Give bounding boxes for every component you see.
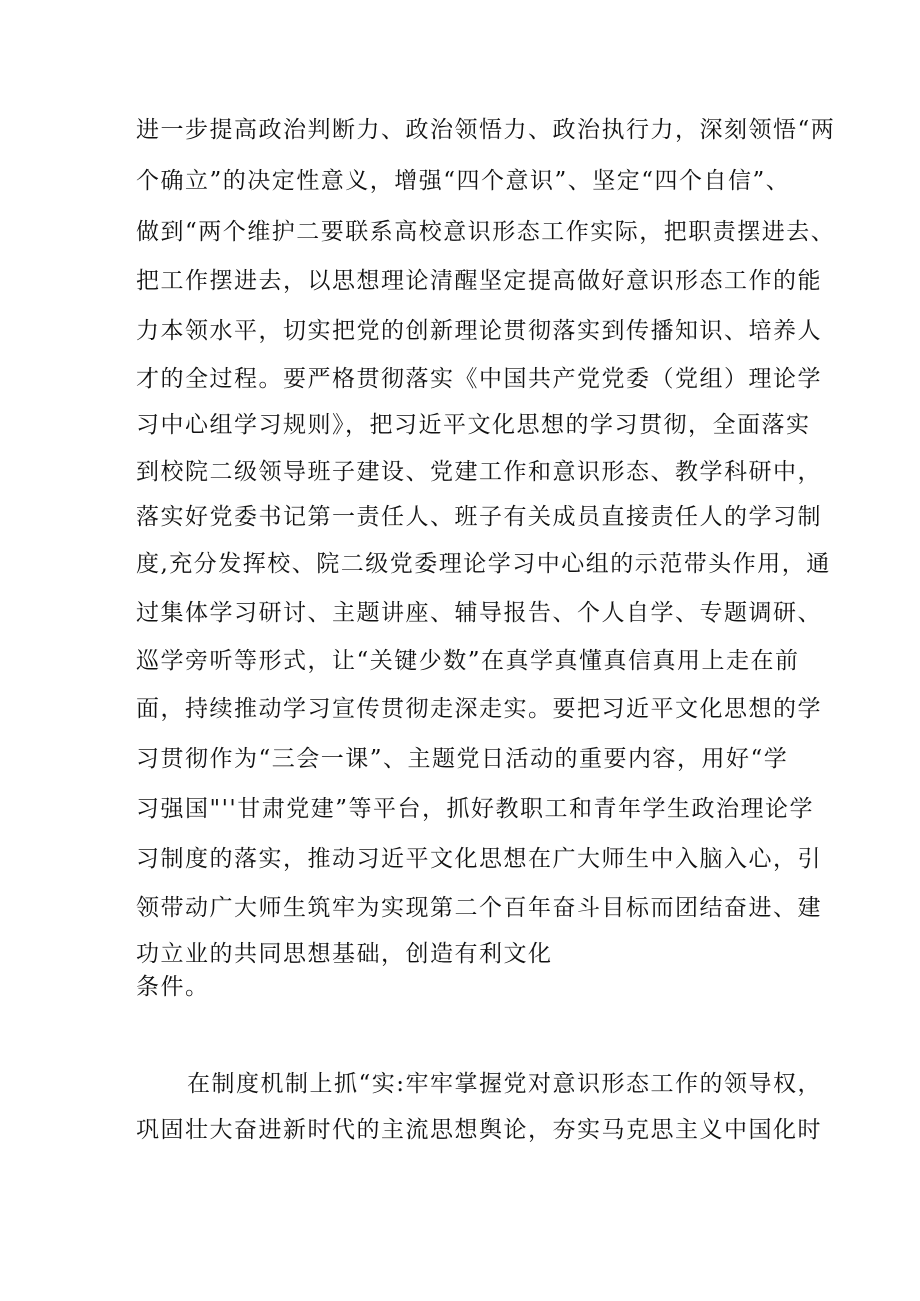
text-line: 习强国"''甘肃党建”等平台，抓好教职工和青年学生政治理论学: [136, 796, 814, 822]
text-line: 功立业的共同思想基础，创造有利文化: [136, 941, 553, 967]
text-line: 做到“两个维护二要联系高校意识形态工作实际，把职责摆进去、: [136, 219, 836, 245]
text-line: 习中心组学习规则》，把习近平文化思想的学习贯彻，全面落实: [136, 412, 811, 438]
text-line: 领带动广大师生筑牢为实现第二个百年奋斗目标而团结奋进、建: [136, 895, 822, 921]
text-line: 进一步提高政治判断力、政治领悟力、政治执行力，深刻领悟“两: [136, 117, 836, 143]
text-line: 条件。: [136, 974, 210, 1000]
text-line: 面，持续推动学习宣传贯彻走深走实。要把习近平文化思想的学: [136, 696, 822, 722]
text-line: 巩固壮大奋进新时代的主流思想舆论，夯实马克思主义中国化时: [136, 1117, 822, 1143]
text-line: 个确立”的决定性意义，增强“四个意识”、坚定“四个自信”、: [136, 168, 791, 194]
text-line: 习制度的落实，推动习近平文化思想在广大师生中入脑入心，引: [136, 846, 822, 872]
text-line: 过集体学习研讨、主题讲座、辅导报告、个人自学、专题调研、: [136, 600, 822, 626]
text-line: 落实好党委书记第一责任人、班子有关成员直接责任人的学习制: [136, 504, 822, 530]
text-line: 到校院二级领导班子建设、党建工作和意识形态、教学科研中，: [136, 459, 822, 485]
text-line: 巡学旁听等形式，让“关键少数”在真学真懂真信真用上走在前: [136, 648, 800, 674]
text-line: 把工作摆进去，以思想理论清醒坚定提高做好意识形态工作的能: [136, 268, 822, 294]
text-line: 力本领水平，切实把党的创新理论贯彻落实到传播知识、培养人: [136, 318, 822, 344]
text-line: 度,充分发挥校、院二级党委理论学习中心组的示范带头作用，通: [136, 551, 831, 577]
text-line: 才的全过程。要严格贯彻落实《中国共产党党委（党组）理论学: [136, 366, 822, 392]
text-line: 在制度机制上抓“实:牢牢掌握党对意识形态工作的领导权，: [187, 1071, 823, 1097]
text-line: 习贯彻作为“三会一课”、主题党日活动的重要内容，用好“学: [136, 746, 789, 772]
